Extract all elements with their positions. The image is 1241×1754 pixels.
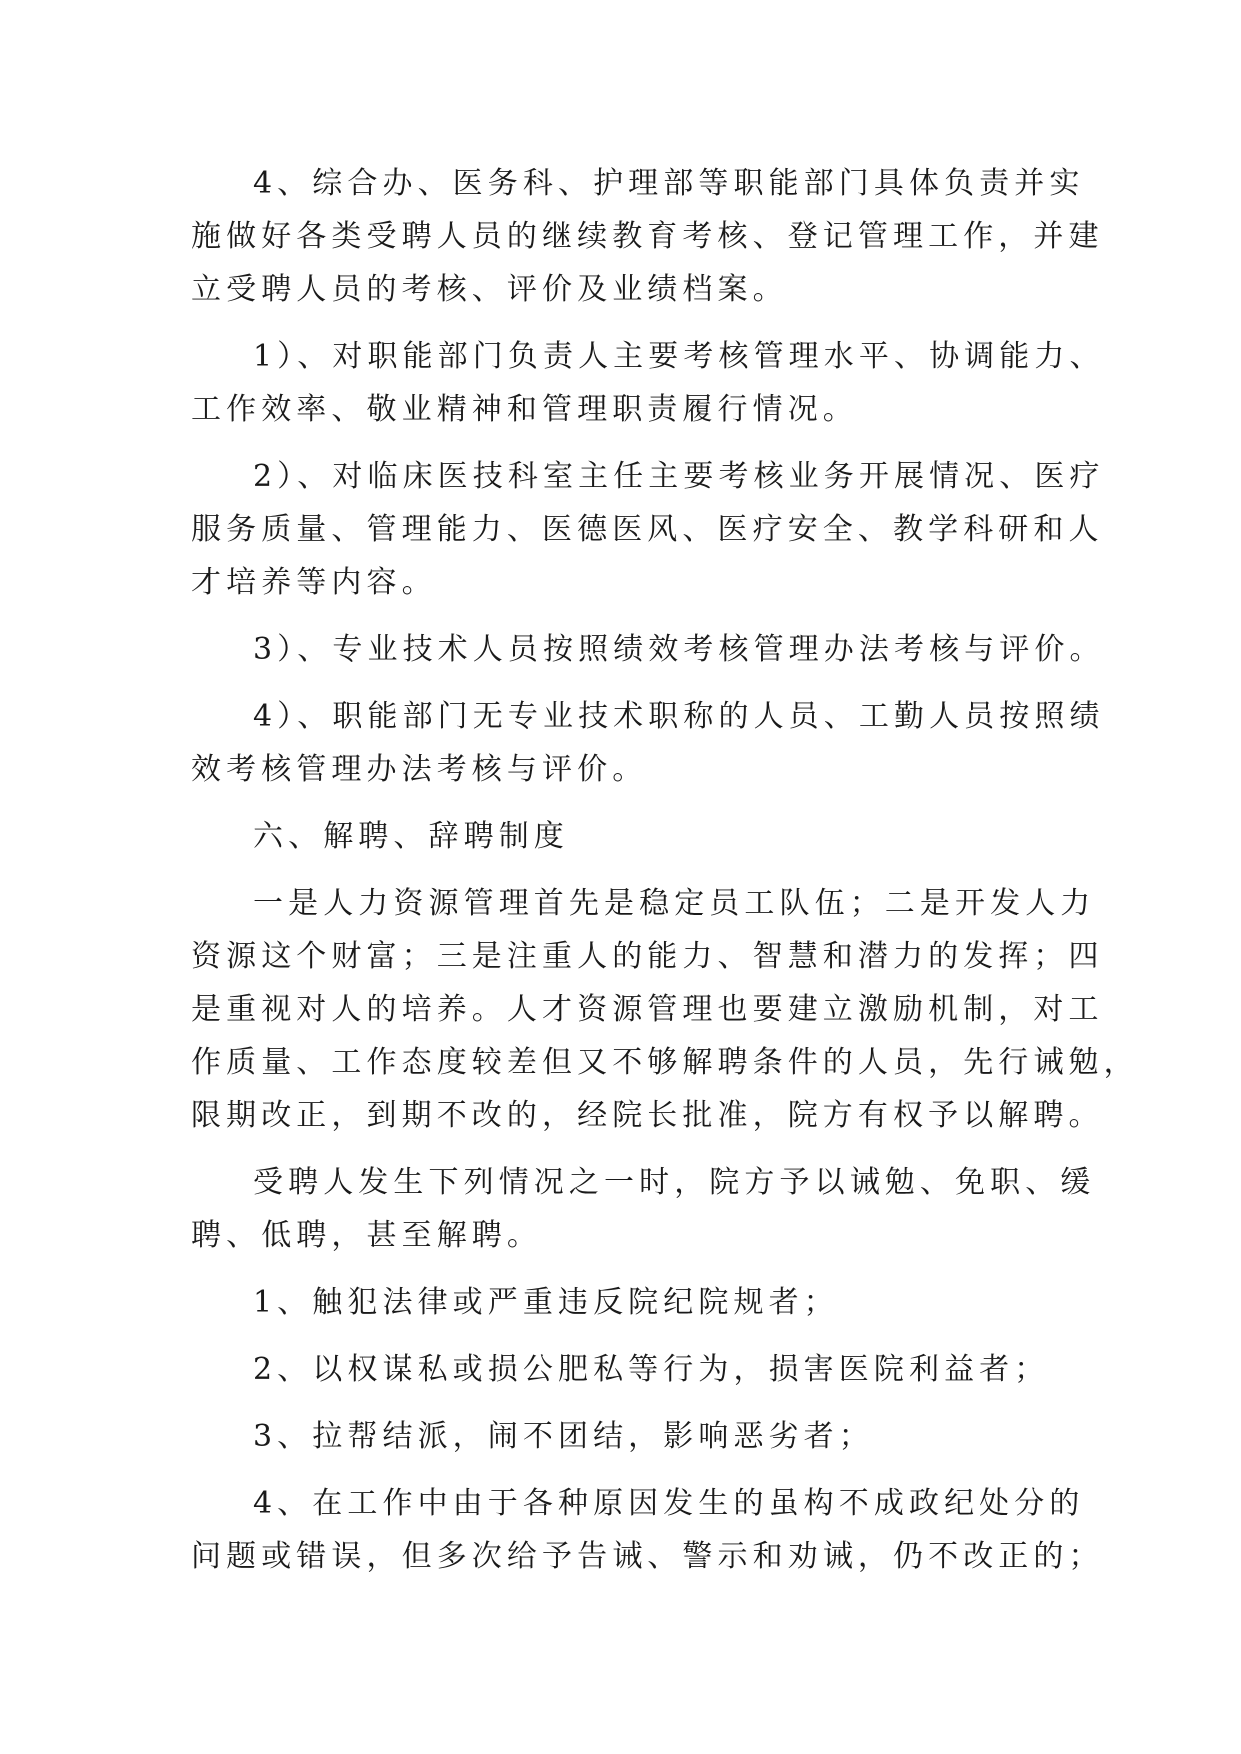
paragraph-line: 聘、低聘，甚至解聘。 [191,1218,542,1253]
list-item: 4、在工作中由于各种原因发生的虽构不成政纪处分的 [253,1486,1085,1521]
paragraph-line: 4、综合办、医务科、护理部等职能部门具体负责并实 [253,166,1085,201]
paragraph-line: 施做好各类受聘人员的继续教育考核、登记管理工作，并建 [191,219,1104,254]
paragraph-line: 2）、对临床医技科室主任主要考核业务开展情况、医疗 [253,459,1105,494]
paragraph-line: 服务质量、管理能力、医德医风、医疗安全、教学科研和人 [191,512,1104,547]
paragraph-line: 一是人力资源管理首先是稳定员工队伍；二是开发人力 [253,886,1096,921]
paragraph-line: 受聘人发生下列情况之一时，院方予以诫勉、免职、缓 [253,1165,1096,1200]
paragraph-line: 资源这个财富；三是注重人的能力、智慧和潜力的发挥；四 [191,939,1104,974]
paragraph-line: 1）、对职能部门负责人主要考核管理水平、协调能力、 [253,339,1105,374]
paragraph-line: 4）、职能部门无专业技术职称的人员、工勤人员按照绩 [253,699,1105,734]
paragraph-line: 立受聘人员的考核、评价及业绩档案。 [191,272,788,307]
list-item: 2、以权谋私或损公肥私等行为，损害医院利益者； [253,1352,1050,1387]
list-item: 1、触犯法律或严重违反院纪院规者； [253,1285,839,1320]
paragraph-line: 工作效率、敬业精神和管理职责履行情况。 [191,392,858,427]
paragraph-line: 效考核管理办法考核与评价。 [191,752,648,787]
paragraph-line: 限期改正，到期不改的，经院长批准，院方有权予以解聘。 [191,1098,1104,1133]
paragraph-line: 才培养等内容。 [191,565,437,600]
paragraph-line: 是重视对人的培养。人才资源管理也要建立激励机制，对工 [191,992,1104,1027]
document-body [191,157,1139,1583]
paragraph-line: 作质量、工作态度较差但又不够解聘条件的人员，先行诫勉， [191,1045,1139,1080]
paragraph-line: 问题或错误，但多次给予告诫、警示和劝诫，仍不改正的； [191,1539,1104,1574]
paragraph-line: 3）、专业技术人员按照绩效考核管理办法考核与评价。 [253,632,1105,667]
section-heading: 六、解聘、辞聘制度 [253,819,569,854]
list-item: 3、拉帮结派，闹不团结，影响恶劣者； [253,1419,874,1454]
